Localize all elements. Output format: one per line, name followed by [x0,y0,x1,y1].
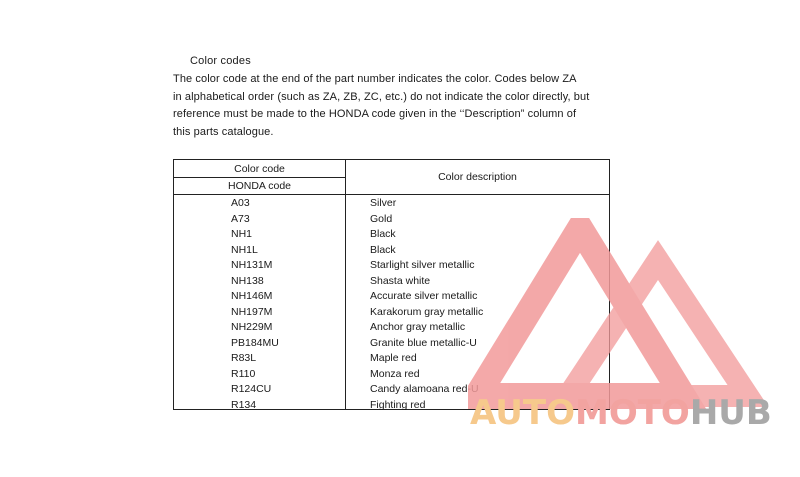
subheader-divider [174,177,345,178]
color-description-cell: Black [370,228,396,240]
honda-code-cell: A03 [231,197,250,209]
color-description-cell: Fighting red [370,398,426,411]
color-description-cell: Starlight silver metallic [370,259,475,271]
honda-code-cell: PB184MU [231,336,279,349]
honda-code-cell: NH197M [231,305,273,318]
watermark-hub: HUB [689,393,772,433]
color-description-cell: Candy alamoana red-U [370,383,479,395]
header-color-description: Color description [438,171,517,183]
honda-code-cell: R110 [231,367,256,380]
honda-code-cell: A73 [231,212,250,225]
color-description-cell: Monza red [370,367,420,380]
honda-code-cell: NH131M [231,259,273,271]
header-honda-code: HONDA code [227,180,292,192]
honda-code-cell: NH229M [231,321,273,333]
intro-line: The color code at the end of the part number indicates the color. Codes below ZA [173,73,577,85]
color-description-cell: Karakorum gray metallic [370,305,484,318]
color-description-cell: Accurate silver metallic [370,290,478,302]
watermark-auto: AUTO [470,393,575,433]
table-row [174,196,609,212]
intro-line: in alphabetical order (such as ZA, ZB, ZC, etc.) do not indicate the color directly, but [173,90,590,103]
color-description-cell: Gold [370,212,393,225]
color-description-cell: Maple red [370,352,417,364]
honda-code-cell: R124CU [231,383,272,395]
honda-code-cell: R83L [231,352,257,364]
header-color-code: Color code [234,163,285,175]
color-description-cell: Silver [370,197,397,209]
honda-code-cell: NH1L [231,243,258,256]
color-description-cell: Black [370,243,396,256]
watermark-moto: MOTO [574,393,690,433]
color-description-cell: Granite blue metallic-U [370,336,477,349]
color-description-cell: Shasta white [370,274,431,287]
intro-paragraph [173,71,618,141]
honda-code-cell: NH1 [231,228,253,240]
color-description-cell: Anchor gray metallic [370,321,466,333]
header-divider [174,194,609,195]
section-heading: Color codes [190,55,251,67]
honda-code-cell: NH138 [231,274,264,287]
honda-code-cell: R134 [231,398,257,411]
watermark-text [470,393,772,433]
intro-line: reference must be made to the HONDA code given in the ‘‘Description” column of [173,108,577,120]
honda-code-cell: NH146M [231,290,273,302]
intro-line: this parts catalogue. [173,125,274,138]
